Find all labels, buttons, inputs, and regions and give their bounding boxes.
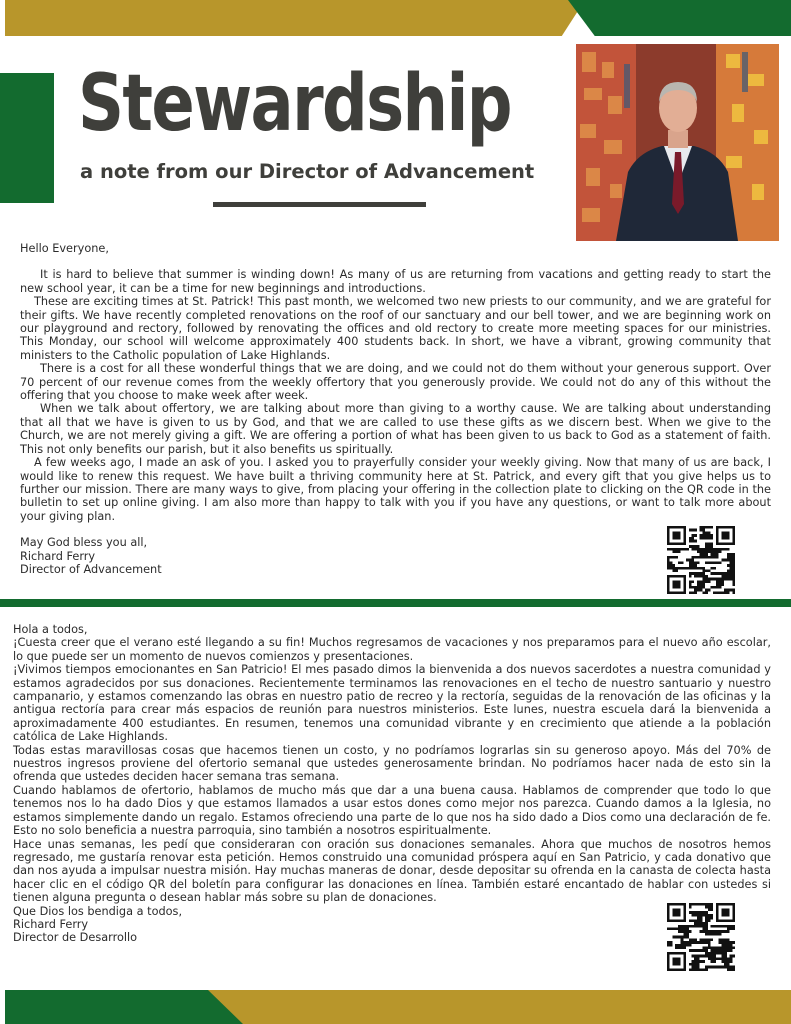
spanish-signature-name: Richard Ferry — [13, 917, 89, 931]
page-title: Stewardship — [78, 59, 511, 149]
english-paragraph: A few weeks ago, I made an ask of you. I asked you to prayerfully consider your weekly giving. Now that many of us are back, I would like to renew this request. We have built a thriving community here at St. Patrick, and every gift that you give helps us to further our mission. There are many ways to give, from placing your offering in the collection plate to clicking on the QR code in the bulletin to set up online giving. I am also more than happy to talk with you if you have any questions, or want to talk more about your giving plan. — [20, 456, 771, 523]
spanish-signature-role: Director de Desarrollo — [13, 931, 138, 945]
top-gold-band — [5, 0, 585, 36]
spanish-paragraph: ¡Cuesta creer que el verano esté llegando a su fin! Muchos regresamos de vacaciones y nos preparamos para el nuevo año escolar, lo que puede ser un momento de nuevos comienzos y presentaciones. — [13, 636, 771, 663]
english-paragraph: When we talk about offertory, we are talking about more than giving to a worthy cause. We are talking about understanding that all that we have is given to us by God, and that we are called to use these gifts as we discern best. When we give to the Church, we are not merely giving a gift. We are offering a portion of what has been given to us back to God as a statement of faith. This not only benefits our parish, but it also benefits us spiritually. — [20, 402, 771, 456]
bottom-gold-band — [208, 990, 791, 1024]
english-paragraph: These are exciting times at St. Patrick! This past month, we welcomed two new priests to our community, and we are grateful for their gifts. We have recently completed renovations on the roof of our sanctuary and our bell tower, and we are beginning work on our playground and rectory, followed by renovating the offices and old rectory to create more meeting spaces for our ministries. This Monday, our school will welcome approximately 400 students back. In short, we have a vibrant, growing community that ministers to the Catholic population of Lake Highlands. — [20, 295, 771, 362]
english-paragraph: There is a cost for all these wonderful things that we are doing, and we could not do them without your generous support. Over 70 percent of our revenue comes from the weekly offertory that you generously provide. We could not do any of this without the offering that you choose to make week after week. — [20, 362, 771, 403]
spanish-closing: Que Dios los bendiga a todos, — [13, 904, 183, 918]
english-signature-name: Richard Ferry — [20, 549, 96, 563]
left-green-accent — [0, 73, 54, 203]
spanish-letter — [13, 623, 771, 945]
english-greeting: Hello Everyone, — [20, 242, 109, 255]
english-letter — [20, 242, 771, 576]
spanish-paragraph: ¡Vivimos tiempos emocionantes en San Patricio! El mes pasado dimos la bienvenida a dos nuevos sacerdotes a nuestra comunidad y estamos agradecidos por sus donaciones. Recientemente terminamos las renovaciones en el techo de nuestro santuario y nuestro campanario, y estamos comenzando las obras en nuestro patio de recreo y la rectoría, seguidas de la renovación de las oficinas y la antigua rectoría para crear más espacios de reunión para nuestros ministerios. Este lunes, nuestra escuela dará la bienvenida a aproximadamente 400 estudiantes. En resumen, tenemos una comunidad vibrante y en crecimiento que atiende a la población católica de Lake Highlands. — [13, 663, 771, 744]
director-portrait-photo — [576, 44, 779, 241]
spanish-greeting: Hola a todos, — [13, 623, 88, 636]
spanish-paragraph: Cuando hablamos de ofertorio, hablamos de mucho más que dar a una buena causa. Hablamos de comprender que todo lo que tenemos nos lo ha dado Dios y que estamos llamados a usar estos dones como mejor nos parezca. Cuando damos a la Iglesia, no estamos simplemente dando un regalo. Estamos ofreciendo una parte de lo que nos ha sido dado a Dios como una declaración de fe. Esto no solo beneficia a nuestra parroquia, sino también a nosotros espiritualmente. — [13, 783, 771, 838]
section-divider-band — [0, 599, 791, 607]
giving-qr-code-spanish[interactable] — [667, 903, 735, 971]
page-subtitle: a note from our Director of Advancement — [80, 160, 535, 183]
spanish-paragraph: Hace unas semanas, les pedí que consideraran con oración sus donaciones semanales. Ahora que muchos de nosotros hemos regresado, me gustaría renovar esta petición. Hemos construido una comunidad próspera aquí en San Patricio, y cada donativo que dan nos ayuda a impulsar nuestra misión. Hay muchas maneras de donar, desde depositar su ofrenda en la canasta de colecta hasta hacer clic en el código QR del boletín para configurar las donaciones en línea. También estaré encantado de hablar con ustedes si tienen alguna pregunta o desean hablar más sobre su plan de donaciones. — [13, 837, 771, 905]
english-closing: May God bless you all, — [20, 536, 148, 550]
title-divider — [213, 202, 426, 207]
spanish-paragraph: Todas estas maravillosas cosas que hacemos tienen un costo, y no podríamos lograrlas sin su generoso apoyo. Más del 70% de nuestros ingresos proviene del ofertorio semanal que ustedes generosamente brindan. No podríamos hacer nada de esto sin la ofrenda que ustedes deciden hacer semana tras semana. — [13, 743, 771, 784]
top-green-band — [568, 0, 791, 36]
giving-qr-code-english[interactable] — [667, 526, 735, 594]
english-paragraph: It is hard to believe that summer is winding down! As many of us are returning from vacations and getting ready to start the new school year, it can be a time for new beginnings and introductions. — [20, 268, 771, 295]
english-signature-role: Director of Advancement — [20, 562, 162, 576]
